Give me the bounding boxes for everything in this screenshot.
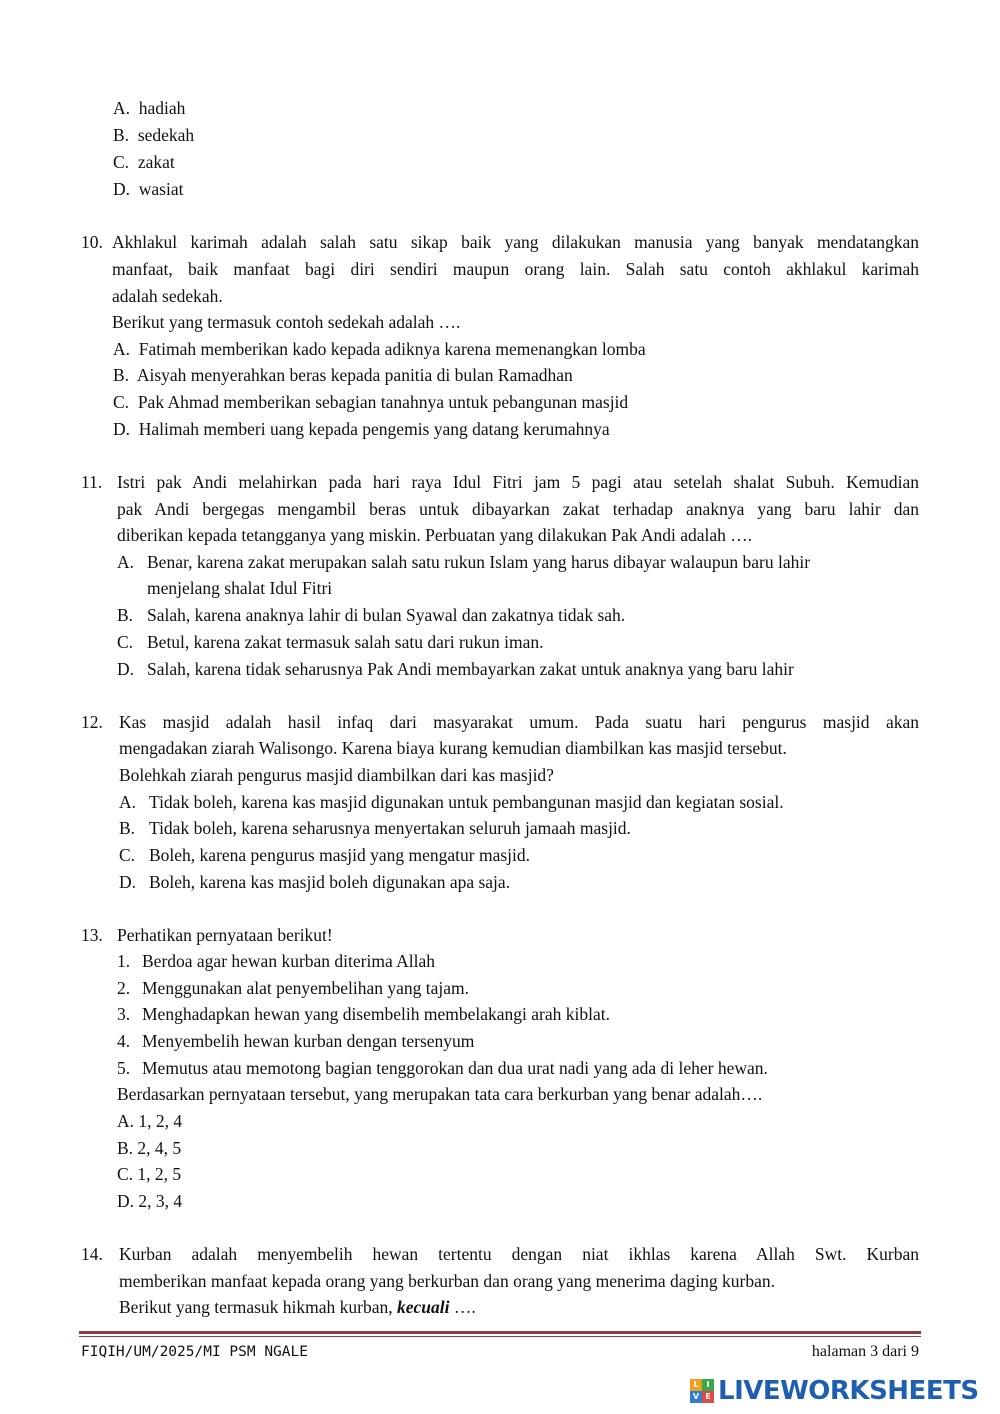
q12-option-c: C. Boleh, karena pengurus masjid yang mengatur masjid.	[119, 845, 531, 865]
q13-intro: Perhatikan pernyataan berikut!	[117, 925, 333, 945]
q13-option-d: D. 2, 3, 4	[117, 1191, 183, 1211]
q10-text-line-2: manfaat, baik manfaat bagi diri sendiri maupun orang lain. Salah satu contoh akhlakul karimah	[112, 259, 919, 279]
q12-number: 12.	[81, 712, 103, 732]
q9-option-b: B. sedekah	[113, 125, 195, 145]
logo-letter-i: I	[702, 1379, 714, 1391]
q11-option-c: C. Betul, karena zakat termasuk salah satu dari rukun iman.	[117, 632, 544, 652]
q13-option-c: C. 1, 2, 5	[117, 1164, 182, 1184]
q10-text-line-3: adalah sedekah.	[112, 286, 223, 306]
q14-text-line-2: memberikan manfaat kepada orang yang berkurban dan orang yang menerima daging kurban.	[119, 1271, 775, 1291]
q10-number: 10.	[81, 232, 103, 252]
q10-option-c: C. Pak Ahmad memberikan sebagian tanahnya untuk pebangunan masjid	[113, 392, 629, 412]
q13-statement-4: 4. Menyembelih hewan kurban dengan tersenyum	[117, 1031, 475, 1051]
footer-rule-thin	[79, 1336, 921, 1337]
q11-option-b: B. Salah, karena anaknya lahir di bulan Syawal dan zakatnya tidak sah.	[117, 605, 626, 625]
q13-number: 13.	[81, 925, 103, 945]
liveworksheets-logo-icon	[690, 1379, 714, 1403]
q11-option-a: A. Benar, karena zakat merupakan salah satu rukun Islam yang harus dibayar walaupun baru lahir	[117, 552, 811, 572]
q13-option-b: B. 2, 4, 5	[117, 1138, 182, 1158]
q10-option-d: D. Halimah memberi uang kepada pengemis yang datang kerumahnya	[113, 419, 610, 439]
q10-question: Berikut yang termasuk contoh sedekah adalah ….	[112, 312, 461, 332]
q10-option-a: A. Fatimah memberikan kado kepada adiknya karena memenangkan lomba	[113, 339, 646, 359]
q13-question: Berdasarkan pernyataan tersebut, yang merupakan tata cara berkurban yang benar adalah….	[117, 1084, 763, 1104]
q12-option-b: B. Tidak boleh, karena seharusnya menyertakan seluruh jamaah masjid.	[119, 818, 631, 838]
q11-option-a-cont: menjelang shalat Idul Fitri	[147, 578, 333, 598]
q9-option-c: C. zakat	[113, 152, 175, 172]
q13-statement-3: 3. Menghadapkan hewan yang disembelih membelakangi arah kiblat.	[117, 1004, 610, 1024]
q12-text-line-2: mengadakan ziarah Walisongo. Karena biaya kurang kemudian diambilkan kas masjid tersebut.	[119, 738, 787, 758]
page-number: halaman 3 dari 9	[811, 1343, 919, 1360]
q12-option-a: A. Tidak boleh, karena kas masjid digunakan untuk pembangunan masjid dan kegiatan sosial.	[119, 792, 784, 812]
q11-text-line-1: Istri pak Andi melahirkan pada hari raya Idul Fitri jam 5 pagi atau setelah shalat Subuh. Kemudian	[117, 472, 919, 492]
q12-question: Bolehkah ziarah pengurus masjid diambilkan dari kas masjid?	[119, 765, 554, 785]
logo-letter-e: E	[702, 1391, 714, 1403]
q10-option-b: B. Aisyah menyerahkan beras kepada panitia di bulan Ramadhan	[113, 365, 573, 385]
q14-text-line-1: Kurban adalah menyembelih hewan tertentu dengan niat ikhlas karena Allah Swt. Kurban	[119, 1244, 919, 1264]
q14-question: Berikut yang termasuk hikmah kurban, kecuali ….	[119, 1297, 476, 1317]
q12-option-d: D. Boleh, karena kas masjid boleh digunakan apa saja.	[119, 872, 511, 892]
q14-number: 14.	[81, 1244, 103, 1264]
q9-option-a: A. hadiah	[113, 98, 186, 118]
q14-emphasis: kecuali	[397, 1297, 450, 1317]
q11-text-line-2: pak Andi bergegas mengambil beras untuk dibayarkan zakat terhadap anaknya yang baru lahir dan	[117, 499, 919, 519]
q11-number: 11.	[81, 472, 103, 492]
logo-letter-l: L	[690, 1379, 702, 1391]
q13-statement-2: 2. Menggunakan alat penyembelihan yang tajam.	[117, 978, 470, 998]
q13-statement-5: 5. Memutus atau memotong bagian tenggorokan dan dua urat nadi yang ada di leher hewan.	[117, 1058, 768, 1078]
q11-option-d: D. Salah, karena tidak seharusnya Pak Andi membayarkan zakat untuk anaknya yang baru lahir	[117, 659, 794, 679]
q11-text-line-3: diberikan kepada tetangganya yang miskin. Perbuatan yang dilakukan Pak Andi adalah ….	[117, 525, 753, 545]
q13-option-a: A. 1, 2, 4	[117, 1111, 183, 1131]
q13-statement-1: 1. Berdoa agar hewan kurban diterima Allah	[117, 951, 436, 971]
q10-text-line-1: Akhlakul karimah adalah salah satu sikap baik yang dilakukan manusia yang banyak mendatangkan	[112, 232, 919, 252]
q9-option-d: D. wasiat	[113, 179, 184, 199]
logo-letter-v: V	[690, 1391, 702, 1403]
document-code: FIQIH/UM/2025/MI PSM NGALE	[81, 1344, 308, 1360]
q12-text-line-1: Kas masjid adalah hasil infaq dari masyarakat umum. Pada suatu hari pengurus masjid akan	[119, 712, 919, 732]
footer-rule	[79, 1331, 921, 1334]
liveworksheets-watermark	[690, 1374, 979, 1408]
liveworksheets-brand-name: LIVEWORKSHEETS	[718, 1376, 979, 1406]
